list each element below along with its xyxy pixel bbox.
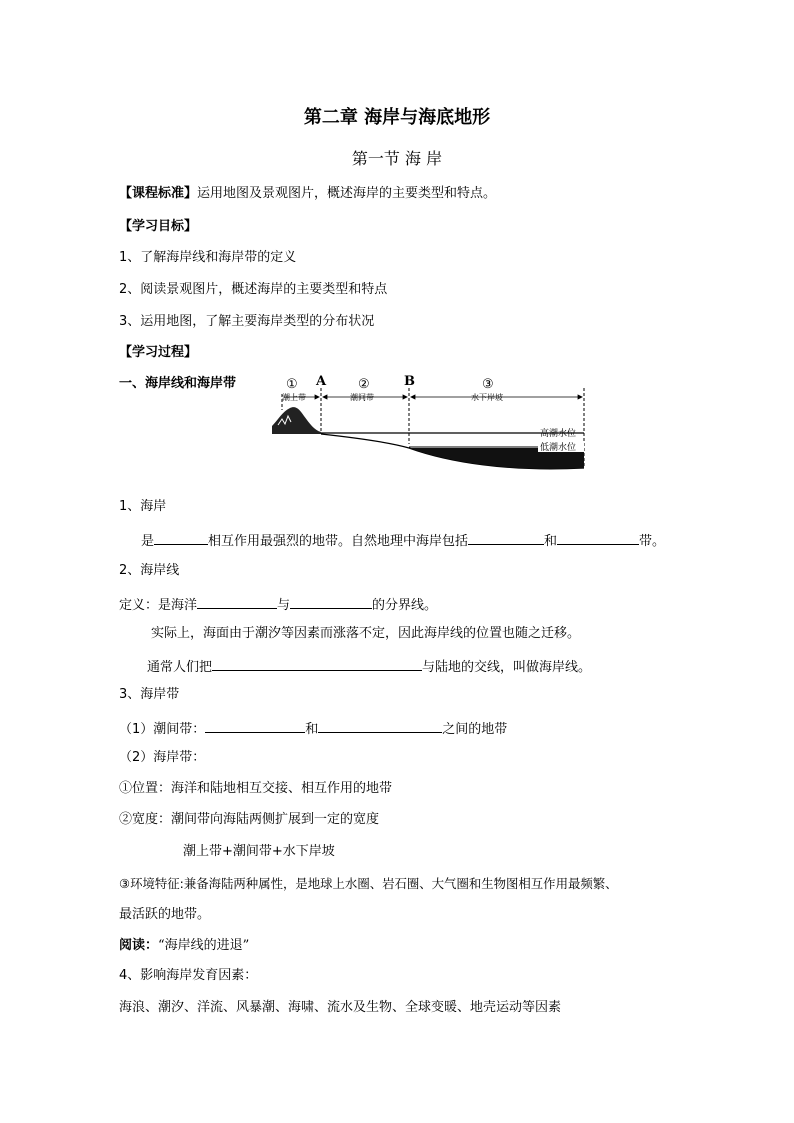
objective-item: 2、阅读景观图片，概述海岸的主要类型和特点 — [119, 282, 388, 297]
process-label: 【学习过程】 — [119, 345, 198, 360]
zone-mark-2: ② — [358, 377, 370, 392]
s2-definition: 定义：是海洋 与 的分界线。 — [119, 595, 437, 614]
zone-label-supratidal: 潮上带 — [282, 393, 306, 402]
zone-label-intertidal: 潮间带 — [350, 393, 374, 402]
s1-heading: 1、海岸 — [119, 499, 167, 514]
s3-environment-line2: 最活跃的地带。 — [119, 907, 211, 922]
reading-label: 阅读： — [119, 938, 159, 953]
line-mark-b: B — [404, 374, 415, 389]
objective-item: 1、了解海岸线和海岸带的定义 — [119, 250, 297, 265]
low-tide-label: 低潮水位 — [540, 443, 577, 453]
answer-blank[interactable] — [468, 531, 544, 545]
s4-text: 海浪、潮汐、洋流、风暴潮、海啸、流水及生物、全球变暖、地壳运动等因素 — [119, 1000, 562, 1015]
s3-formula: 潮上带+潮间带+水下岸坡 — [183, 844, 335, 859]
course-standard-text: 运用地图及景观图片，概述海岸的主要类型和特点。 — [197, 186, 497, 201]
answer-blank[interactable] — [197, 595, 277, 609]
answer-blank[interactable] — [318, 719, 442, 733]
reading-title: “海岸线的进退” — [158, 938, 250, 953]
s2-heading: 2、海岸线 — [119, 563, 180, 578]
chapter-title: 第二章 海岸与海底地形 — [303, 107, 491, 128]
objectives-label: 【学习目标】 — [119, 219, 198, 234]
answer-blank[interactable] — [557, 531, 639, 545]
s3-intertidal: （1）潮间带： 和 之间的地带 — [119, 719, 507, 738]
line-mark-a: A — [316, 374, 327, 389]
s3-width: ②宽度：潮间带向海陆两侧扩展到一定的宽度 — [119, 812, 380, 827]
answer-blank[interactable] — [154, 531, 208, 545]
s4-heading: 4、影响海岸发育因素： — [119, 968, 258, 983]
part1-heading: 一、海岸线和海岸带 — [119, 376, 237, 391]
s3-heading: 3、海岸带 — [119, 687, 180, 702]
answer-blank[interactable] — [205, 719, 305, 733]
section-title: 第一节 海 岸 — [351, 149, 443, 168]
course-standard — [119, 186, 496, 202]
zone-mark-3: ③ — [482, 377, 494, 392]
objective-item: 3、运用地图，了解主要海岸类型的分布状况 — [119, 314, 375, 329]
s1-text: 是 相互作用最强烈的地带。自然地理中海岸包括 和 带。 — [141, 531, 665, 550]
reading-line — [119, 938, 249, 954]
coastal-zone-diagram — [268, 370, 588, 478]
high-tide-label: 高潮水位 — [540, 429, 577, 439]
answer-blank[interactable] — [290, 595, 372, 609]
answer-blank[interactable] — [212, 657, 422, 671]
s3-location: ①位置：海洋和陆地相互交接、相互作用的地带 — [119, 781, 393, 796]
s3-coastal-zone: （2）海岸带： — [119, 750, 206, 765]
s2-para1: 实际上，海面由于潮汐等因素而涨落不定，因此海岸线的位置也随之迁移。 — [151, 626, 581, 641]
zone-mark-1: ① — [286, 377, 298, 392]
course-standard-label: 【课程标准】 — [119, 186, 198, 201]
zone-label-underwater-slope: 水下岸坡 — [471, 393, 503, 402]
s2-para2: 通常人们把 与陆地的交线，叫做海岸线。 — [147, 657, 591, 676]
s3-environment-line1: ③环境特征:兼备海陆两种属性，是地球上水圈、岩石圈、大气圈和生物图相互作用最频繁、 — [119, 876, 618, 891]
